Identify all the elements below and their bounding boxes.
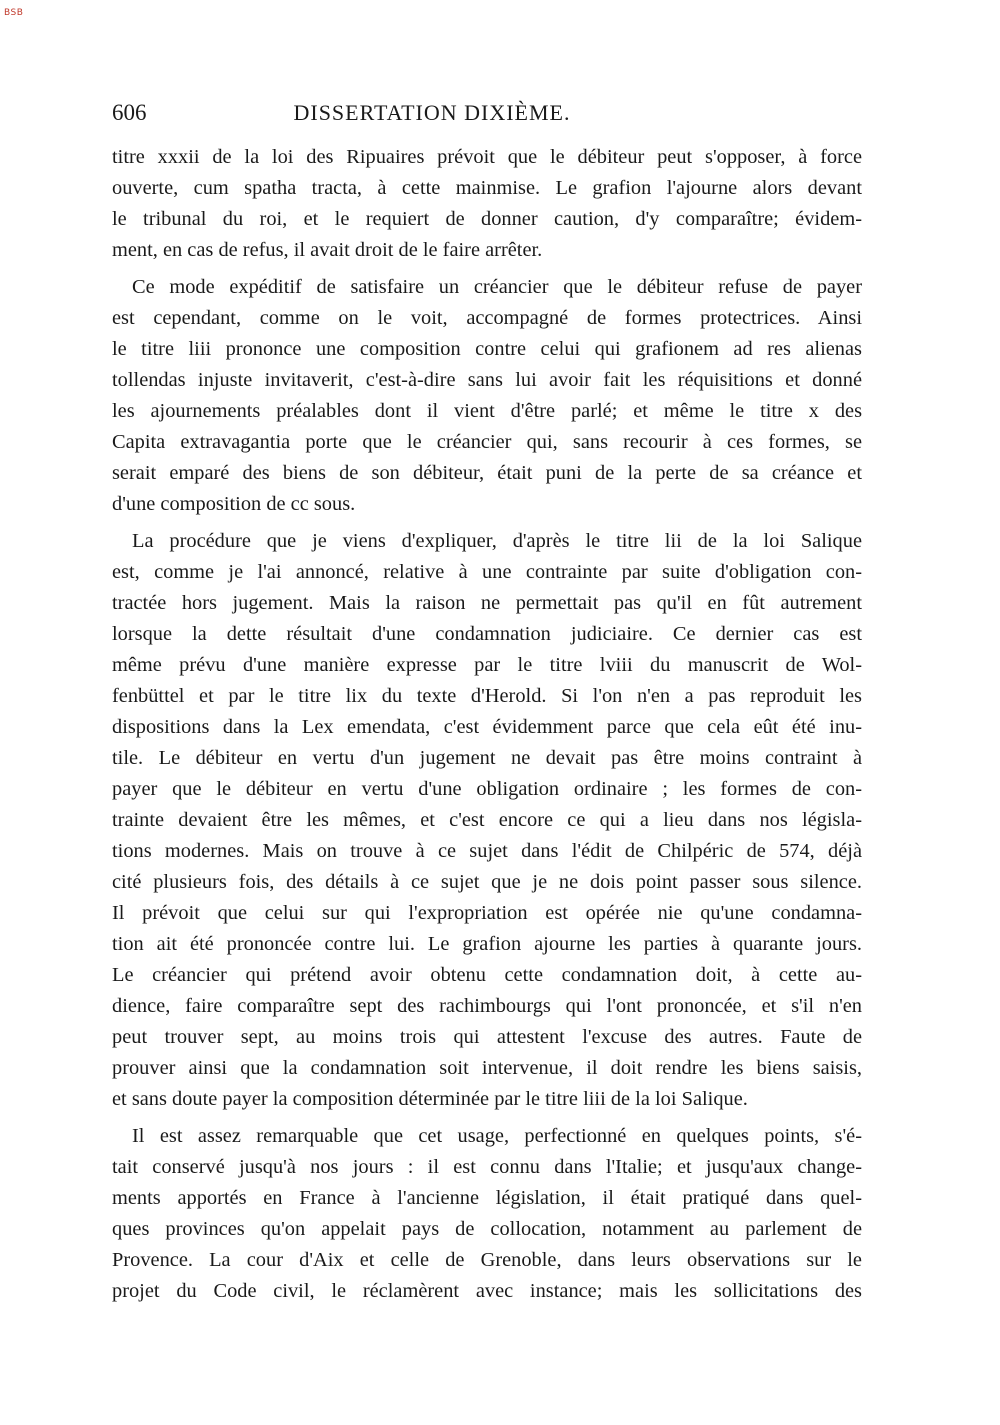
- text-line: payer que le débiteur en vertu d'une obligation ordinaire ; les formes de con-: [112, 778, 862, 800]
- text-line: le titre liii prononce une composition contre celui qui grafionem ad res alienas: [112, 338, 862, 360]
- text-line: Provence. La cour d'Aix et celle de Grenoble, dans leurs observations sur le: [112, 1249, 862, 1271]
- text-line: est, comme je l'ai annoncé, relative à une contrainte par suite d'obligation con-: [112, 561, 862, 583]
- running-title: DISSERTATION DIXIÈME.: [293, 100, 571, 125]
- text-line: tollendas injuste invitaverit, c'est-à-dire sans lui avoir fait les réquisitions et donné: [112, 369, 862, 391]
- text-line: titre xxxii de la loi des Ripuaires prévoit que le débiteur peut s'opposer, à force: [112, 146, 862, 168]
- text-line: tile. Le débiteur en vertu d'un jugement ne devait pas être moins contraint à: [112, 747, 862, 769]
- text-line: tractée hors jugement. Mais la raison ne permettait pas qu'il en fût autrement: [112, 592, 862, 614]
- text-line: La procédure que je viens d'expliquer, d'après le titre lii de la loi Salique: [132, 530, 862, 552]
- text-line: trainte devaient être les mêmes, et c'est encore ce qui a lieu dans nos législa-: [112, 809, 862, 831]
- text-line: dispositions dans la Lex emendata, c'est évidemment parce que cela eût été inu-: [112, 716, 862, 738]
- paragraph: [112, 526, 862, 1115]
- text-line: Capita extravagantia porte que le créancier qui, sans recourir à ces formes, se: [112, 431, 862, 453]
- text-line: le tribunal du roi, et le requiert de donner caution, d'y comparaître; évidem-: [112, 208, 862, 230]
- text-line: Le créancier qui prétend avoir obtenu cette condamnation doit, à cette au-: [112, 964, 862, 986]
- text-line: d'une composition de cc sous.: [112, 493, 356, 515]
- text-line: cité plusieurs fois, des détails à ce sujet que je ne dois point passer sous silence.: [112, 871, 862, 893]
- text-line: fenbüttel et par le titre lix du texte d'Herold. Si l'on n'en a pas reproduit les: [112, 685, 862, 707]
- text-line: est cependant, comme on le voit, accompagné de formes protectrices. Ainsi: [112, 307, 862, 329]
- text-line: peut trouver sept, au moins trois qui attestent l'excuse des autres. Faute de: [112, 1026, 862, 1048]
- text-line: serait emparé des biens de son débiteur, était puni de la perte de sa créance et: [112, 462, 862, 484]
- text-line: projet du Code civil, le réclamèrent avec instance; mais les sollicitations des: [112, 1280, 862, 1302]
- paragraph: [112, 272, 862, 520]
- page-number: 606: [112, 100, 147, 125]
- text-line: prouver ainsi que la condamnation soit intervenue, il doit rendre les biens saisis,: [112, 1057, 862, 1079]
- text-line: lorsque la dette résultait d'une condamnation judiciaire. Ce dernier cas est: [112, 623, 862, 645]
- text-line: tion ait été prononcée contre lui. Le grafion ajourne les parties à quarante jours.: [112, 933, 862, 955]
- text-line: tions modernes. Mais on trouve à ce sujet dans l'édit de Chilpéric de 574, déjà: [112, 840, 862, 862]
- text-line: tait conservé jusqu'à nos jours : il est connu dans l'Italie; et jusqu'aux change-: [112, 1156, 862, 1178]
- text-line: même prévu d'une manière expresse par le titre lviii du manuscrit de Wol-: [112, 654, 862, 676]
- text-line: ments apportés en France à l'ancienne législation, il était pratiqué dans quel-: [112, 1187, 862, 1209]
- text-line: Ce mode expéditif de satisfaire un créancier que le débiteur refuse de payer: [132, 276, 862, 298]
- text-line: ouverte, cum spatha tracta, à cette mainmise. Le grafion l'ajourne alors devant: [112, 177, 862, 199]
- paragraph: [112, 1121, 862, 1307]
- text-line: Il est assez remarquable que cet usage, perfectionné en quelques points, s'é-: [132, 1125, 862, 1147]
- text-line: ques provinces qu'on appelait pays de collocation, notamment au parlement de: [112, 1218, 862, 1240]
- paragraph: [112, 142, 862, 266]
- library-stamp: BSB: [4, 8, 24, 18]
- body-text: [112, 142, 862, 1307]
- text-line: ment, en cas de refus, il avait droit de le faire arrêter.: [112, 239, 543, 261]
- text-line: les ajournements préalables dont il vient d'être parlé; et même le titre x des: [112, 400, 862, 422]
- text-line: Il prévoit que celui sur qui l'expropriation est opérée nie qu'une condamna-: [112, 902, 862, 924]
- text-line: dience, faire comparaître sept des rachimbourgs qui l'ont prononcée, et s'il n'en: [112, 995, 862, 1017]
- text-line: et sans doute payer la composition déterminée par le titre liii de la loi Salique.: [112, 1088, 748, 1110]
- page-header: [112, 100, 862, 130]
